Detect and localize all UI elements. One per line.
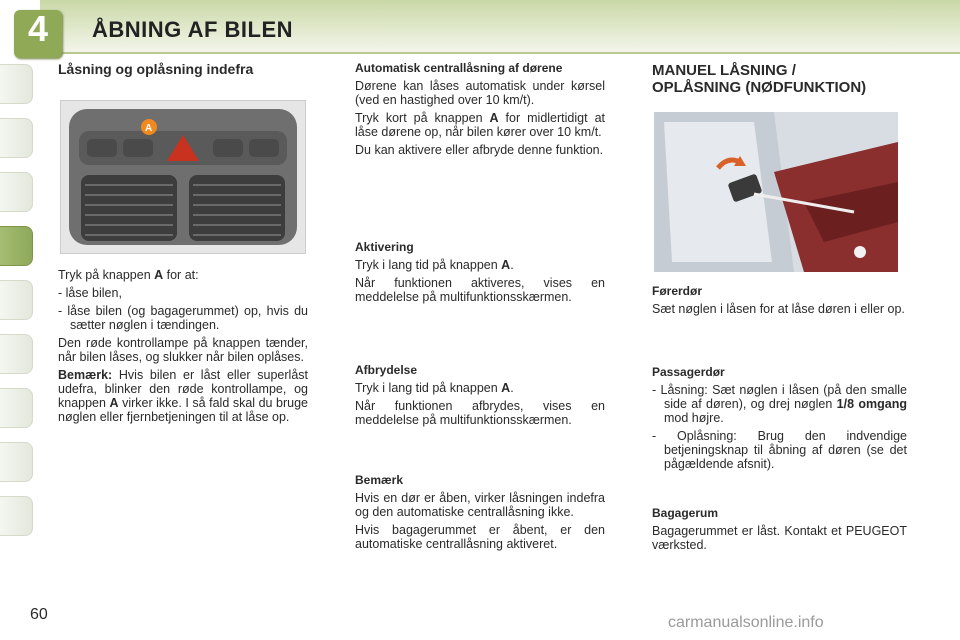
- deactivation-section: [355, 364, 605, 431]
- right-heading-block: [652, 62, 907, 96]
- right-heading: MANUEL LÅSNING /: [652, 62, 796, 79]
- note-para: Hvis en dør er åben, virker låsningen indefra og den automatiske centrallåsning ikke.: [355, 491, 605, 519]
- left-para: Den røde kontrollampe på knappen tænder, når bilen låses, og slukker når bilen oplåses.: [58, 336, 308, 364]
- note-para: Hvis bagagerummet er åbent, er den automatiske centrallåsning aktiveret.: [355, 523, 605, 551]
- side-tab[interactable]: [0, 118, 33, 158]
- watermark: carmanualsonline.info: [668, 614, 824, 631]
- auto-suffix: for midlertidigt at låse dørene op, når bilen kører over 10 km/t.: [355, 111, 605, 139]
- left-intro-key: A: [154, 268, 164, 282]
- page-title: ÅBNING AF BILEN: [92, 17, 294, 42]
- deactivation-para: [355, 381, 605, 395]
- driver-para: Sæt nøglen i låsen for at låse døren i eller op.: [652, 302, 905, 316]
- trunk-heading: Bagagerum: [652, 506, 719, 520]
- note-section: [355, 474, 605, 555]
- side-tab[interactable]: [0, 388, 33, 428]
- door-lock-photo: [654, 112, 898, 272]
- activation-prefix: Tryk i lang tid på knappen: [355, 258, 502, 272]
- deactivation-key: A: [501, 381, 511, 395]
- driver-heading: Førerdør: [652, 284, 703, 298]
- activation-heading: Aktivering: [355, 240, 414, 254]
- deactivation-suffix: .: [510, 381, 514, 395]
- passenger-bullet: [652, 383, 907, 425]
- left-note: [58, 368, 308, 424]
- left-note-text: virker ikke. I så fald skal du bruge nøglen eller fjernbetjeningen til at låse op.: [58, 396, 308, 424]
- passenger-heading: Passagerdør: [652, 365, 725, 379]
- left-note-text: Hvis bilen er låst eller superlåst udefra, blinker den røde kontrollampe, og knappen: [58, 368, 308, 410]
- deactivation-prefix: Tryk i lang tid på knappen: [355, 381, 502, 395]
- middle-column: [355, 62, 605, 161]
- left-note-key: A: [109, 396, 119, 410]
- activation-para: Når funktionen aktiveres, vises en meddelelse på multifunktionsskærmen.: [355, 276, 605, 304]
- auto-key: A: [489, 111, 499, 125]
- left-heading: Låsning og oplåsning indefra: [58, 61, 254, 77]
- trunk-section: [652, 507, 907, 556]
- side-tab-active[interactable]: [0, 226, 33, 266]
- auto-para: [355, 111, 605, 139]
- passenger-bullet-text: - Låsning: Sæt nøglen i låsen (på den smalle side af døren), og drej nøglen: [652, 383, 907, 411]
- left-note-label: Bemærk:: [58, 368, 113, 382]
- left-column: [58, 62, 308, 76]
- side-tabs: [0, 64, 34, 550]
- auto-para: Dørene kan låses automatisk under kørsel (ved en hastighed over 10 km/t).: [355, 79, 605, 107]
- passenger-section: [652, 366, 907, 475]
- driver-section: [652, 285, 907, 320]
- page-number: 60: [30, 606, 48, 623]
- side-tab[interactable]: [0, 442, 33, 482]
- chapter-number: 4: [27, 8, 49, 49]
- left-bullet: - låse bilen,: [58, 286, 122, 300]
- activation-section: [355, 241, 605, 308]
- side-tab[interactable]: [0, 64, 33, 104]
- activation-suffix: .: [510, 258, 514, 272]
- note-heading: Bemærk: [355, 473, 404, 487]
- left-text: [58, 268, 308, 428]
- deactivation-para: Når funktionen afbrydes, vises en meddelelse på multifunktionsskærmen.: [355, 399, 605, 427]
- left-bullet: - låse bilen (og bagagerummet) op, hvis du sætter nøglen i tændingen.: [58, 304, 308, 332]
- activation-para: [355, 258, 605, 272]
- side-tab[interactable]: [0, 496, 33, 536]
- left-intro: [58, 268, 308, 282]
- side-tab[interactable]: [0, 334, 33, 374]
- image-label-a: A: [145, 123, 153, 134]
- right-heading: OPLÅSNING (NØDFUNKTION): [652, 79, 867, 96]
- side-tab[interactable]: [0, 280, 33, 320]
- passenger-bullet-suffix: mod højre.: [664, 411, 724, 425]
- activation-key: A: [501, 258, 511, 272]
- left-intro-prefix: Tryk på knappen: [58, 268, 155, 282]
- side-tab[interactable]: [0, 172, 33, 212]
- deactivation-heading: Afbrydelse: [355, 363, 418, 377]
- dashboard-photo: [60, 100, 306, 254]
- auto-heading: Automatisk centrallåsning af dørene: [355, 61, 563, 75]
- trunk-para: Bagagerummet er låst. Kontakt et PEUGEOT værksted.: [652, 524, 907, 552]
- auto-para: Du kan aktivere eller afbryde denne funktion.: [355, 143, 604, 157]
- passenger-bullet: - Oplåsning: Brug den indvendige betjeningsknap til åbning af døren (se det pågældende afsnit).: [652, 429, 907, 471]
- passenger-bullet-bold: 1/8 omgang: [836, 397, 907, 411]
- auto-prefix: Tryk kort på knappen: [355, 111, 490, 125]
- left-intro-suffix: for at:: [163, 268, 199, 282]
